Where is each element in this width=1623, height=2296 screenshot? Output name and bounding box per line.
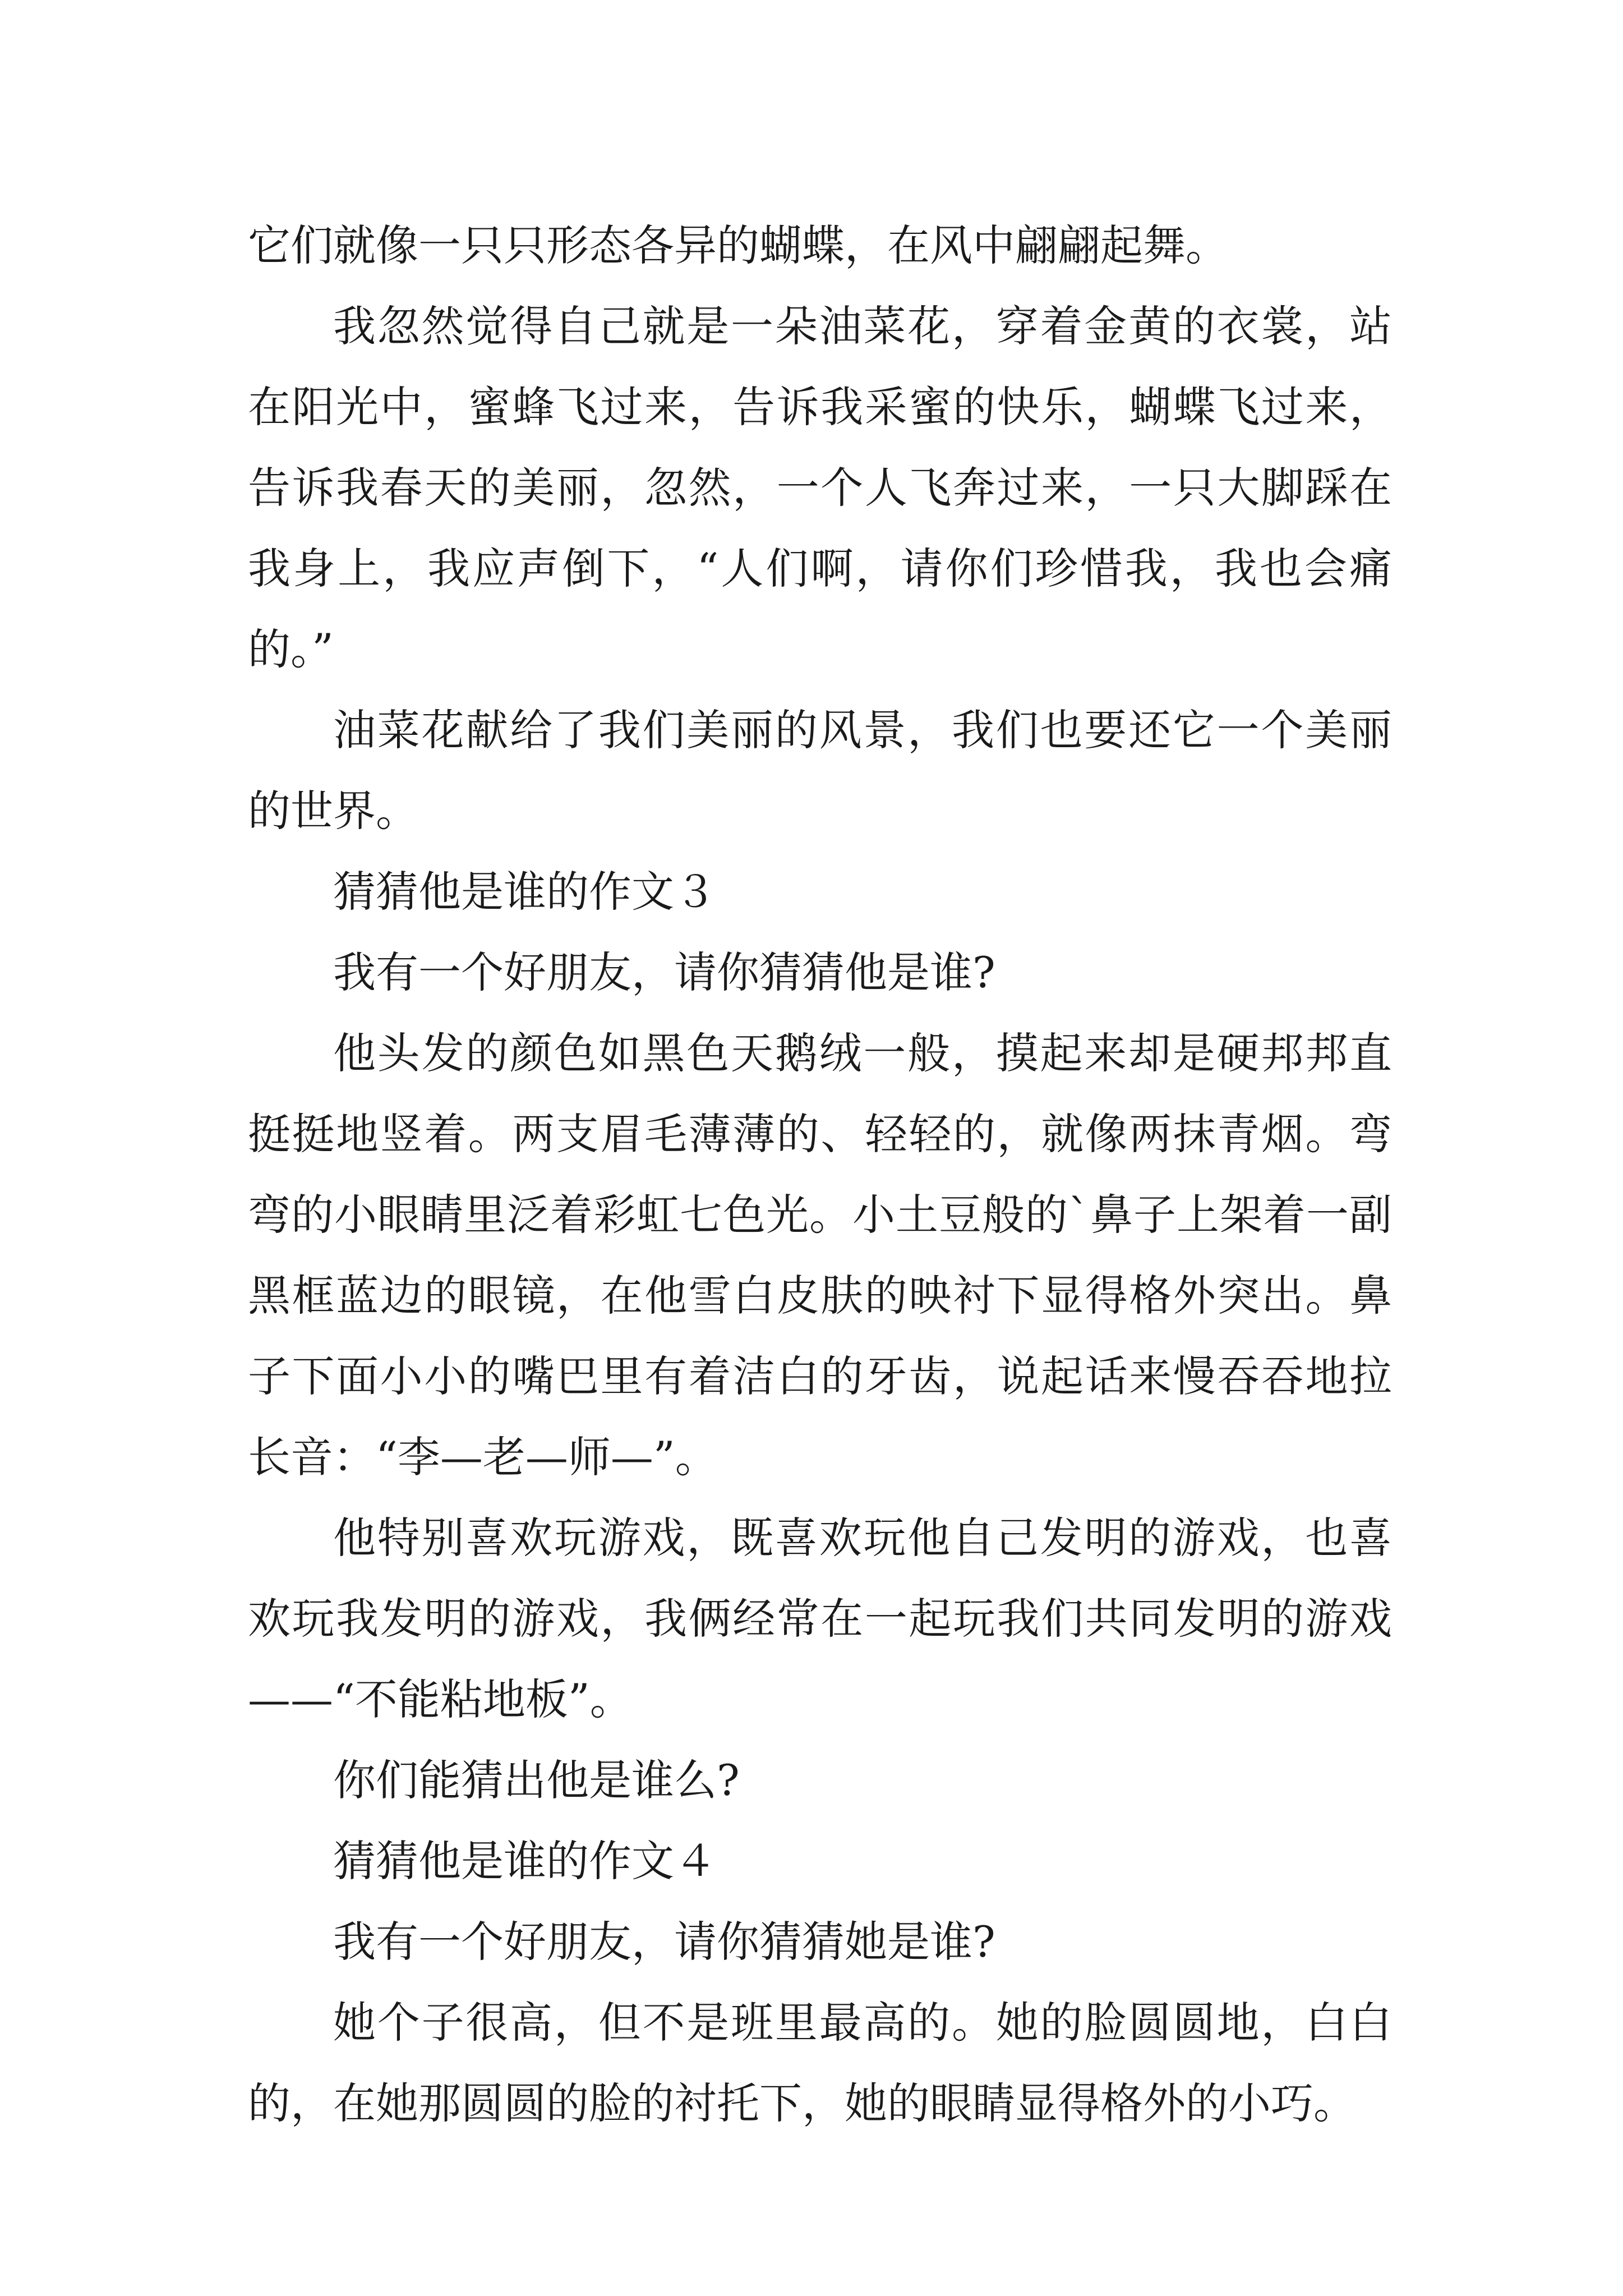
section-heading-3: 猜猜他是谁的作文３ bbox=[333, 867, 717, 917]
paragraph-7: 你们能猜出他是谁么? bbox=[333, 1755, 740, 1805]
paragraph-2: 我忽然觉得自己就是一朵油菜花，穿着金黄的衣裳，站在阳光中，蜜蜂飞过来，告诉我采蜜的快乐，蝴蝶飞过来，告诉我春天的美丽，忽然，一个人飞奔过来，一只大脚踩在我身上，我应声倒下，“人们啊，请你们珍惜我，我也会痛的。” bbox=[248, 301, 1392, 674]
paragraph-3: 油菜花献给了我们美丽的风景，我们也要还它一个美丽的世界。 bbox=[248, 705, 1392, 836]
document-body bbox=[248, 205, 1392, 2144]
paragraph-8: 我有一个好朋友，请你猜猜她是谁? bbox=[333, 1917, 995, 1967]
paragraph-5: 他头发的颜色如黑色天鹅绒一般，摸起来却是硬邦邦直挺挺地竖着。两支眉毛薄薄的、轻轻的，就像两抹青烟。弯弯的小眼睛里泛着彩虹七色光。小土豆般的`鼻子上架着一副黑框蓝边的眼镜，在他雪白皮肤的映衬下显得格外突出。鼻子下面小小的嘴巴里有着洁白的牙齿，说起话来慢吞吞地拉长音：“李—老—师—”。 bbox=[248, 1028, 1392, 1482]
paragraph-4: 我有一个好朋友，请你猜猜他是谁? bbox=[333, 947, 995, 997]
paragraph-6: 他特别喜欢玩游戏，既喜欢玩他自己发明的游戏，也喜欢玩我发明的游戏，我俩经常在一起玩我们共同发明的游戏——“不能粘地板”。 bbox=[248, 1513, 1392, 1724]
paragraph-9: 她个子很高，但不是班里最高的。她的脸圆圆地，白白的，在她那圆圆的脸的衬托下，她的眼睛显得格外的小巧。 bbox=[248, 1998, 1392, 2128]
section-heading-4: 猜猜他是谁的作文４ bbox=[333, 1836, 717, 1886]
paragraph-1: 它们就像一只只形态各异的蝴蝶，在风中翩翩起舞。 bbox=[248, 220, 1228, 270]
